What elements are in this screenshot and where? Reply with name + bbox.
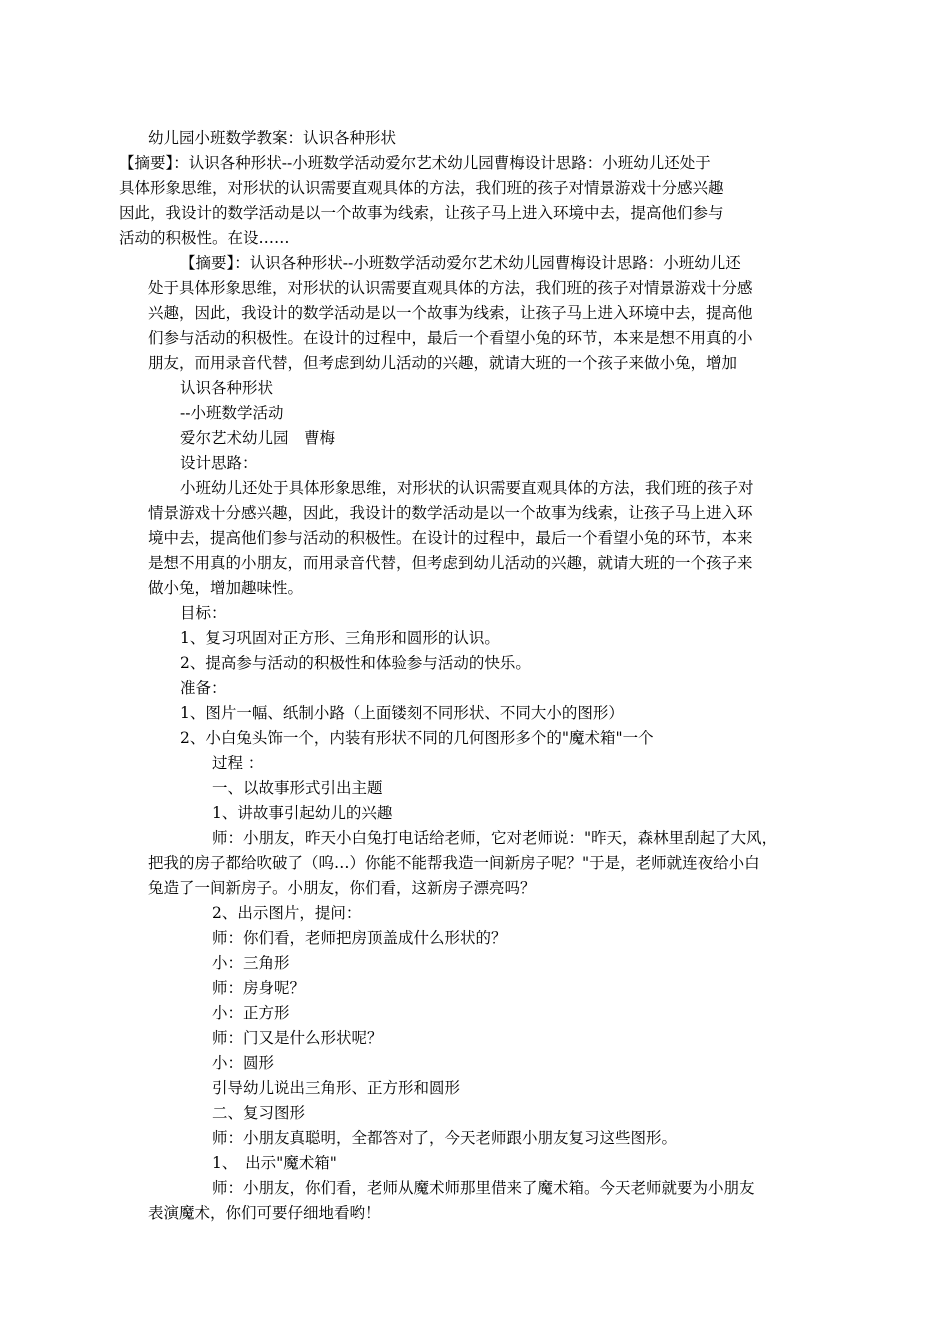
paragraph-line: 是想不用真的小朋友，而用录音代替，但考虑到幼儿活动的兴趣，就请大班的一个孩子来 bbox=[148, 554, 753, 572]
list-item: 2、小白兔头饰一个，内装有形状不同的几何图形多个的"魔术箱"一个 bbox=[180, 729, 654, 747]
paragraph-line: 小班幼儿还处于具体形象思维，对形状的认识需要直观具体的方法，我们班的孩子对 bbox=[180, 479, 754, 497]
abstract-line: 因此，我设计的数学活动是以一个故事为线索，让孩子马上进入环境中去，提高他们参与 bbox=[119, 204, 724, 222]
guidance-line: 引导幼儿说出三角形、正方形和圆形 bbox=[212, 1079, 461, 1097]
step-heading: 一、以故事形式引出主题 bbox=[212, 779, 383, 797]
list-item: 2、提高参与活动的积极性和体验参与活动的快乐。 bbox=[180, 654, 531, 672]
dialogue-line: 小：三角形 bbox=[212, 954, 290, 972]
dialogue-line: 师：房身呢？ bbox=[212, 979, 306, 997]
dialogue-line: 把我的房子都给吹破了（呜…）你能不能帮我造一间新房子呢？"于是，老师就连夜给小白 bbox=[148, 854, 760, 872]
abstract-full-line: 们参与活动的积极性。在设计的过程中，最后一个看望小兔的环节，本来是想不用真的小 bbox=[148, 329, 753, 347]
abstract-full-line: 朋友，而用录音代替，但考虑到幼儿活动的兴趣，就请大班的一个孩子来做小兔，增加 bbox=[148, 354, 738, 372]
dialogue-line: 师：门又是什么形状呢？ bbox=[212, 1029, 383, 1047]
abstract-line: 活动的积极性。在设…… bbox=[119, 229, 290, 247]
step-item: 2、出示图片，提问： bbox=[212, 904, 362, 922]
paragraph-line: 境中去，提高他们参与活动的积极性。在设计的过程中，最后一个看望小兔的环节，本来 bbox=[148, 529, 753, 547]
dialogue-line: 师：你们看，老师把房顶盖成什么形状的？ bbox=[212, 929, 507, 947]
subtitle: --小班数学活动 bbox=[180, 404, 284, 422]
dialogue-line: 小：圆形 bbox=[212, 1054, 275, 1072]
heading-goals: 目标： bbox=[180, 604, 227, 622]
abstract-line: 【摘要】：认识各种形状--小班数学活动爱尔艺术幼儿园曹梅设计思路：小班幼儿还处于 bbox=[119, 154, 711, 172]
paragraph-line: 情景游戏十分感兴趣，因此，我设计的数学活动是以一个故事为线索，让孩子马上进入环 bbox=[148, 504, 753, 522]
heading-process: 过程 ： bbox=[212, 754, 264, 772]
author-line: 爱尔艺术幼儿园 曹梅 bbox=[180, 429, 336, 447]
list-item: 1、图片一幅、纸制小路（上面镂刻不同形状、不同大小的图形） bbox=[180, 704, 624, 722]
doc-title: 幼儿园小班数学教案：认识各种形状 bbox=[148, 129, 397, 147]
abstract-line: 具体形象思维，对形状的认识需要直观具体的方法，我们班的孩子对情景游戏十分感兴趣 bbox=[119, 179, 724, 197]
list-item: 1、复习巩固对正方形、三角形和圆形的认识。 bbox=[180, 629, 500, 647]
abstract-full-line: 【摘要】：认识各种形状--小班数学活动爱尔艺术幼儿园曹梅设计思路：小班幼儿还 bbox=[180, 254, 741, 272]
dialogue-line: 小：正方形 bbox=[212, 1004, 290, 1022]
step-item: 1、 出示"魔术箱" bbox=[212, 1154, 337, 1172]
abstract-full-line: 处于具体形象思维，对形状的认识需要直观具体的方法，我们班的孩子对情景游戏十分感 bbox=[148, 279, 753, 297]
section-title: 认识各种形状 bbox=[180, 379, 274, 397]
paragraph-line: 做小兔，增加趣味性。 bbox=[148, 579, 304, 597]
abstract-full-line: 兴趣，因此，我设计的数学活动是以一个故事为线索，让孩子马上进入环境中去，提高他 bbox=[148, 304, 753, 322]
step-item: 1、讲故事引起幼儿的兴趣 bbox=[212, 804, 393, 822]
dialogue-line: 表演魔术，你们可要仔细地看哟！ bbox=[148, 1204, 381, 1222]
dialogue-line: 师：小朋友，你们看，老师从魔术师那里借来了魔术箱。今天老师就要为小朋友 bbox=[212, 1179, 755, 1197]
dialogue-line: 师：小朋友真聪明，全都答对了，今天老师跟小朋友复习这些图形。 bbox=[212, 1129, 678, 1147]
step-heading: 二、复习图形 bbox=[212, 1104, 306, 1122]
heading-design: 设计思路： bbox=[180, 454, 258, 472]
dialogue-line: 兔造了一间新房子。小朋友，你们看，这新房子漂亮吗？ bbox=[148, 879, 536, 897]
dialogue-line: 师：小朋友，昨天小白兔打电话给老师，它对老师说："昨天，森林里刮起了大风， bbox=[212, 829, 778, 847]
heading-prep: 准备： bbox=[180, 679, 227, 697]
